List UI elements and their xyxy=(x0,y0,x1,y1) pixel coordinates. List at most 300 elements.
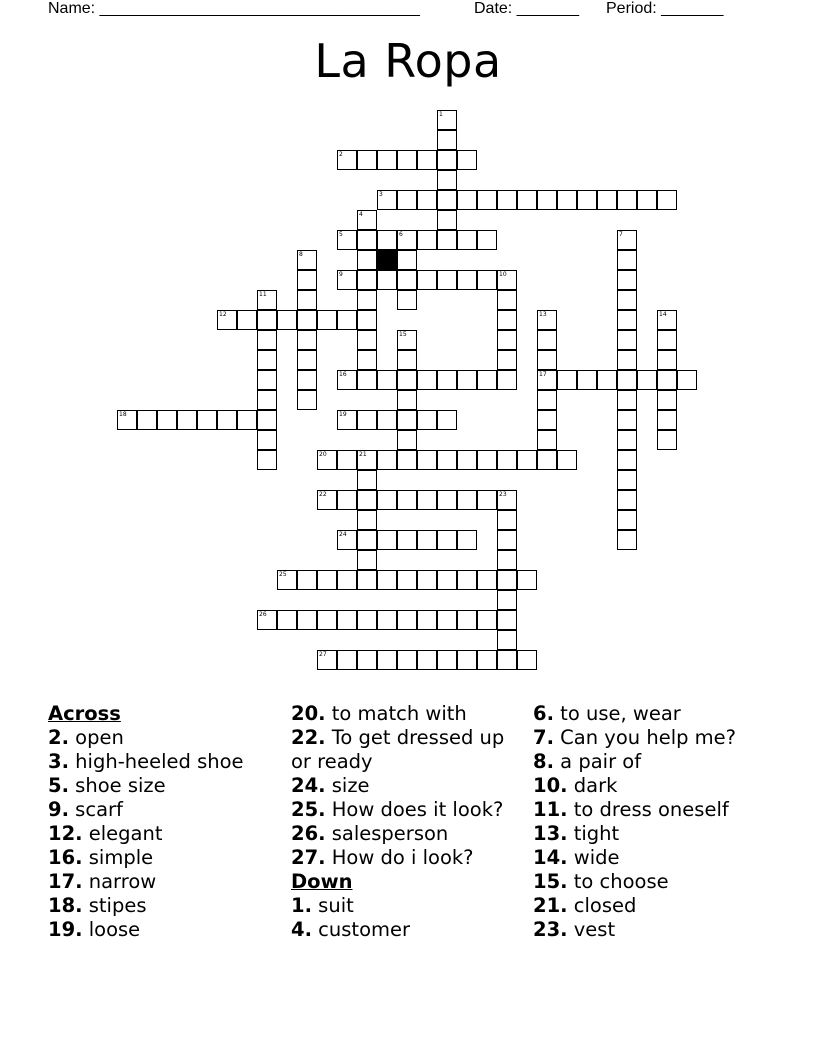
crossword-cell[interactable] xyxy=(557,370,577,390)
down-clue xyxy=(533,774,803,798)
crossword-cell[interactable] xyxy=(617,370,637,390)
crossword-cell[interactable] xyxy=(357,510,377,530)
crossword-cell[interactable] xyxy=(377,410,397,430)
down-clue xyxy=(533,726,803,750)
crossword-cell[interactable] xyxy=(477,610,497,630)
crossword-cell[interactable] xyxy=(577,190,597,210)
across-clue xyxy=(291,822,527,846)
crossword-cell[interactable] xyxy=(437,650,457,670)
crossword-cell[interactable] xyxy=(257,390,277,410)
crossword-cell[interactable] xyxy=(437,410,457,430)
crossword-cell[interactable] xyxy=(397,430,417,450)
crossword-cell[interactable] xyxy=(157,410,177,430)
clue-text: size xyxy=(325,774,370,797)
crossword-cell[interactable] xyxy=(617,490,637,510)
clue-number-label: 26. xyxy=(291,822,326,845)
clue-number-label: 14. xyxy=(533,846,568,869)
clue-number-label: 27. xyxy=(291,846,326,869)
crossword-cell[interactable] xyxy=(437,530,457,550)
clue-number: 3 xyxy=(379,191,383,198)
clue-number: 17 xyxy=(539,371,547,378)
crossword-cell[interactable] xyxy=(457,530,477,550)
crossword-cell[interactable] xyxy=(457,150,477,170)
crossword-cell[interactable] xyxy=(457,450,477,470)
crossword-cell[interactable] xyxy=(317,570,337,590)
crossword-cell[interactable] xyxy=(457,490,477,510)
crossword-cell[interactable] xyxy=(357,250,377,270)
crossword-cell[interactable] xyxy=(477,270,497,290)
crossword-cell[interactable] xyxy=(557,190,577,210)
crossword-cell[interactable] xyxy=(417,530,437,550)
crossword-cell[interactable] xyxy=(417,410,437,430)
clue-number-label: 22. xyxy=(291,726,326,749)
clue-number: 12 xyxy=(219,311,227,318)
crossword-cell[interactable] xyxy=(617,530,637,550)
clue-text: salesperson xyxy=(325,822,449,845)
down-clue-list-continued xyxy=(533,702,803,942)
crossword-cell[interactable] xyxy=(397,570,417,590)
crossword-cell[interactable] xyxy=(497,310,517,330)
crossword-cell[interactable] xyxy=(297,270,317,290)
crossword-cell[interactable] xyxy=(417,650,437,670)
clue-number-label: 1. xyxy=(291,894,312,917)
crossword-cell[interactable] xyxy=(477,370,497,390)
crossword-cell[interactable] xyxy=(617,410,637,430)
clue-number: 24 xyxy=(339,531,347,538)
clue-text: tight xyxy=(567,822,620,845)
clue-number-label: 17. xyxy=(48,870,83,893)
crossword-cell[interactable] xyxy=(457,650,477,670)
clue-number: 21 xyxy=(359,451,367,458)
down-clue xyxy=(291,894,527,918)
crossword-cell[interactable] xyxy=(457,610,477,630)
crossword-cell[interactable] xyxy=(617,190,637,210)
crossword-cell[interactable] xyxy=(297,390,317,410)
crossword-cell[interactable] xyxy=(397,370,417,390)
across-clue xyxy=(48,918,284,942)
crossword-cell[interactable] xyxy=(477,650,497,670)
crossword-cell[interactable] xyxy=(657,350,677,370)
crossword-cell[interactable] xyxy=(637,190,657,210)
clue-number: 4 xyxy=(359,211,363,218)
crossword-cell[interactable] xyxy=(357,490,377,510)
crossword-cell[interactable] xyxy=(337,610,357,630)
crossword-cell[interactable] xyxy=(657,370,677,390)
crossword-cell[interactable] xyxy=(197,410,217,430)
crossword-cell[interactable] xyxy=(397,610,417,630)
clue-number: 14 xyxy=(659,311,667,318)
crossword-cell[interactable] xyxy=(617,510,637,530)
crossword-cell[interactable] xyxy=(337,570,357,590)
crossword-cell[interactable] xyxy=(277,610,297,630)
clue-text: high-heeled shoe xyxy=(68,750,244,773)
clue-text: vest xyxy=(567,918,616,941)
crossword-cell[interactable] xyxy=(377,610,397,630)
crossword-cell[interactable] xyxy=(357,650,377,670)
across-clue xyxy=(48,846,284,870)
crossword-cell[interactable] xyxy=(497,330,517,350)
clue-number: 26 xyxy=(259,611,267,618)
crossword-cell[interactable] xyxy=(537,410,557,430)
down-clue xyxy=(533,750,803,774)
crossword-cell[interactable] xyxy=(617,390,637,410)
crossword-cell[interactable] xyxy=(617,450,637,470)
clue-text: Can you help me? xyxy=(553,726,737,749)
crossword-cell[interactable] xyxy=(377,650,397,670)
down-clue xyxy=(533,702,803,726)
crossword-cell[interactable] xyxy=(477,490,497,510)
crossword-cell[interactable] xyxy=(417,610,437,630)
clue-text: wide xyxy=(567,846,620,869)
down-clue xyxy=(533,870,803,894)
crossword-cell[interactable] xyxy=(397,490,417,510)
across-clue xyxy=(291,774,527,798)
clue-text: loose xyxy=(82,918,141,941)
clue-number: 27 xyxy=(319,651,327,658)
across-clue-list xyxy=(48,726,284,942)
crossword-cell[interactable] xyxy=(497,590,517,610)
crossword-cell[interactable] xyxy=(397,450,417,470)
crossword-cell[interactable] xyxy=(337,310,357,330)
crossword-cell[interactable] xyxy=(577,370,597,390)
crossword-cell[interactable] xyxy=(257,450,277,470)
clue-number: 18 xyxy=(119,411,127,418)
down-clue xyxy=(533,822,803,846)
crossword-cell[interactable] xyxy=(597,370,617,390)
crossword-cell[interactable] xyxy=(477,570,497,590)
clue-number: 15 xyxy=(399,331,407,338)
crossword-cell[interactable] xyxy=(437,490,457,510)
crossword-cell[interactable] xyxy=(617,330,637,350)
crossword-cell[interactable] xyxy=(297,310,317,330)
period-field[interactable]: Period: _______ xyxy=(606,0,724,17)
across-clue xyxy=(291,726,527,774)
crossword-cell[interactable] xyxy=(377,450,397,470)
crossword-cell[interactable] xyxy=(297,610,317,630)
clue-number-label: 25. xyxy=(291,798,326,821)
crossword-cell[interactable] xyxy=(417,450,437,470)
crossword-cell[interactable] xyxy=(497,650,517,670)
down-clue xyxy=(533,798,803,822)
crossword-cell[interactable] xyxy=(357,290,377,310)
crossword-cell[interactable] xyxy=(357,610,377,630)
crossword-cell[interactable] xyxy=(477,230,497,250)
clue-number-label: 5. xyxy=(48,774,69,797)
crossword-cell[interactable] xyxy=(517,450,537,470)
crossword-cell[interactable] xyxy=(397,410,417,430)
crossword-cell[interactable] xyxy=(257,330,277,350)
black-square xyxy=(377,250,397,270)
clue-text: stipes xyxy=(82,894,147,917)
clue-text: to dress oneself xyxy=(567,798,729,821)
crossword-cell[interactable] xyxy=(297,290,317,310)
crossword-cell[interactable] xyxy=(137,410,157,430)
crossword-cell[interactable] xyxy=(377,150,397,170)
crossword-cell[interactable] xyxy=(297,330,317,350)
crossword-cell[interactable] xyxy=(497,290,517,310)
name-field[interactable]: Name: ____________________________________ xyxy=(48,0,420,17)
crossword-cell[interactable] xyxy=(497,610,517,630)
crossword-cell[interactable] xyxy=(437,130,457,150)
crossword-cell[interactable] xyxy=(177,410,197,430)
crossword-cell[interactable] xyxy=(517,570,537,590)
crossword-cell[interactable] xyxy=(397,150,417,170)
crossword-cell[interactable] xyxy=(397,530,417,550)
crossword-cell[interactable] xyxy=(597,190,617,210)
crossword-cell[interactable] xyxy=(257,410,277,430)
crossword-cell[interactable] xyxy=(437,170,457,190)
clue-text: open xyxy=(68,726,124,749)
crossword-cell[interactable] xyxy=(617,350,637,370)
crossword-cell[interactable] xyxy=(537,350,557,370)
crossword-cell[interactable] xyxy=(337,450,357,470)
crossword-cell[interactable] xyxy=(537,190,557,210)
across-clue xyxy=(48,726,284,750)
crossword-cell[interactable] xyxy=(357,330,377,350)
clue-number-label: 23. xyxy=(533,918,568,941)
clue-number: 16 xyxy=(339,371,347,378)
crossword-cell[interactable] xyxy=(397,270,417,290)
crossword-cell[interactable] xyxy=(497,190,517,210)
across-clue-list-continued xyxy=(291,702,527,870)
crossword-cell[interactable] xyxy=(377,570,397,590)
crossword-cell[interactable] xyxy=(657,330,677,350)
clue-number-label: 21. xyxy=(533,894,568,917)
date-field[interactable]: Date: _______ xyxy=(474,0,579,17)
crossword-cell[interactable] xyxy=(397,350,417,370)
clue-text: closed xyxy=(567,894,637,917)
clue-number: 9 xyxy=(339,271,343,278)
page-title: La Ropa xyxy=(314,34,502,88)
crossword-cell[interactable] xyxy=(377,490,397,510)
crossword-cell[interactable] xyxy=(297,350,317,370)
clue-text: elegant xyxy=(82,822,163,845)
crossword-cell[interactable] xyxy=(357,350,377,370)
clues-column-3 xyxy=(533,702,803,942)
clue-number: 25 xyxy=(279,571,287,578)
clue-number-label: 24. xyxy=(291,774,326,797)
clue-text: to use, wear xyxy=(553,702,681,725)
crossword-cell[interactable] xyxy=(457,370,477,390)
crossword-cell[interactable] xyxy=(297,370,317,390)
across-clue xyxy=(291,846,527,870)
across-heading: Across xyxy=(48,702,121,725)
crossword-cell[interactable] xyxy=(497,370,517,390)
crossword-cell[interactable] xyxy=(417,490,437,510)
crossword-cell[interactable] xyxy=(357,410,377,430)
crossword-cell[interactable] xyxy=(477,450,497,470)
clue-number-label: 13. xyxy=(533,822,568,845)
crossword-cell[interactable] xyxy=(317,310,337,330)
clue-text: narrow xyxy=(82,870,157,893)
crossword-cell[interactable] xyxy=(417,370,437,390)
crossword-cell[interactable] xyxy=(497,510,517,530)
crossword-cell[interactable] xyxy=(377,370,397,390)
clue-number-label: 8. xyxy=(533,750,554,773)
crossword-cell[interactable] xyxy=(437,190,457,210)
crossword-cell[interactable] xyxy=(437,370,457,390)
crossword-cell[interactable] xyxy=(357,230,377,250)
clue-number: 19 xyxy=(339,411,347,418)
crossword-cell[interactable] xyxy=(257,350,277,370)
clue-number-label: 20. xyxy=(291,702,326,725)
clue-text: to match with xyxy=(325,702,467,725)
clue-number-label: 3. xyxy=(48,750,69,773)
crossword-cell[interactable] xyxy=(437,150,457,170)
crossword-cell[interactable] xyxy=(617,470,637,490)
crossword-cell[interactable] xyxy=(517,650,537,670)
across-clue xyxy=(48,798,284,822)
clue-text: simple xyxy=(82,846,154,869)
crossword-cell[interactable] xyxy=(357,470,377,490)
crossword-cell[interactable] xyxy=(357,370,377,390)
crossword-cell[interactable] xyxy=(397,190,417,210)
clue-number-label: 19. xyxy=(48,918,83,941)
crossword-cell[interactable] xyxy=(437,570,457,590)
crossword-cell[interactable] xyxy=(537,450,557,470)
crossword-cell[interactable] xyxy=(357,570,377,590)
clue-number: 13 xyxy=(539,311,547,318)
down-heading: Down xyxy=(291,870,353,893)
crossword-cell[interactable] xyxy=(417,150,437,170)
crossword-cell[interactable] xyxy=(217,410,237,430)
crossword-cell[interactable] xyxy=(397,250,417,270)
crossword-cell[interactable] xyxy=(477,190,497,210)
clue-number-label: 2. xyxy=(48,726,69,749)
clue-text: customer xyxy=(311,918,411,941)
crossword-cell[interactable] xyxy=(497,530,517,550)
crossword-cell[interactable] xyxy=(537,330,557,350)
crossword-cell[interactable] xyxy=(497,450,517,470)
crossword-cell[interactable] xyxy=(437,230,457,250)
across-clue xyxy=(291,798,527,822)
crossword-cell[interactable] xyxy=(257,310,277,330)
crossword-cell[interactable] xyxy=(637,370,657,390)
clue-text: to choose xyxy=(567,870,669,893)
across-clue xyxy=(48,774,284,798)
clue-text: How do i look? xyxy=(325,846,474,869)
crossword-cell[interactable] xyxy=(397,290,417,310)
crossword-cell[interactable] xyxy=(357,530,377,550)
clue-number-label: 11. xyxy=(533,798,568,821)
crossword-cell[interactable] xyxy=(357,310,377,330)
crossword-cell[interactable] xyxy=(377,270,397,290)
across-clue xyxy=(291,702,527,726)
crossword-cell[interactable] xyxy=(657,410,677,430)
crossword-cell[interactable] xyxy=(617,250,637,270)
crossword-cell[interactable] xyxy=(317,610,337,630)
clue-number: 7 xyxy=(619,231,623,238)
crossword-cell[interactable] xyxy=(457,190,477,210)
across-clue xyxy=(48,894,284,918)
clue-number: 6 xyxy=(399,231,403,238)
crossword-cell[interactable] xyxy=(457,270,477,290)
crossword-cell[interactable] xyxy=(617,430,637,450)
down-clue xyxy=(291,918,527,942)
crossword-cell[interactable] xyxy=(437,210,457,230)
crossword-cell[interactable] xyxy=(377,530,397,550)
crossword-cell[interactable] xyxy=(277,310,297,330)
crossword-cell[interactable] xyxy=(357,550,377,570)
crossword-cell[interactable] xyxy=(417,270,437,290)
crossword-cell[interactable] xyxy=(617,270,637,290)
crossword-cell[interactable] xyxy=(557,450,577,470)
clue-number-label: 6. xyxy=(533,702,554,725)
down-clue xyxy=(533,846,803,870)
crossword-cell[interactable] xyxy=(237,410,257,430)
crossword-cell[interactable] xyxy=(677,370,697,390)
across-clue xyxy=(48,870,284,894)
clue-number: 5 xyxy=(339,231,343,238)
clue-text: To get dressed up or ready xyxy=(291,726,505,773)
clue-number: 2 xyxy=(339,151,343,158)
clue-text: How does it look? xyxy=(325,798,504,821)
crossword-cell[interactable] xyxy=(497,630,517,650)
across-clue xyxy=(48,750,284,774)
crossword-cell[interactable] xyxy=(517,190,537,210)
clues-column-2 xyxy=(291,702,527,942)
crossword-cell[interactable] xyxy=(617,290,637,310)
clue-text: a pair of xyxy=(553,750,642,773)
crossword-cell[interactable] xyxy=(497,550,517,570)
clue-number: 10 xyxy=(499,271,507,278)
crossword-cell[interactable] xyxy=(257,430,277,450)
crossword-cell[interactable] xyxy=(357,150,377,170)
crossword-cell[interactable] xyxy=(497,350,517,370)
crossword-cell[interactable] xyxy=(497,570,517,590)
crossword-cell[interactable] xyxy=(437,610,457,630)
crossword-cell[interactable] xyxy=(437,450,457,470)
crossword-cell[interactable] xyxy=(337,490,357,510)
crossword-cell[interactable] xyxy=(337,650,357,670)
crossword-cell[interactable] xyxy=(657,190,677,210)
clue-number-label: 4. xyxy=(291,918,312,941)
crossword-cell[interactable] xyxy=(417,570,437,590)
crossword-cell[interactable] xyxy=(417,230,437,250)
clue-number: 22 xyxy=(319,491,327,498)
crossword-cell[interactable] xyxy=(537,390,557,410)
crossword-cell[interactable] xyxy=(297,570,317,590)
crossword-cell[interactable] xyxy=(457,230,477,250)
crossword-cell[interactable] xyxy=(377,230,397,250)
down-clue xyxy=(533,894,803,918)
clue-text: dark xyxy=(567,774,618,797)
clue-text: suit xyxy=(311,894,354,917)
crossword-cell[interactable] xyxy=(437,270,457,290)
crossword-cell[interactable] xyxy=(657,390,677,410)
down-clue-list xyxy=(291,894,527,942)
crossword-cell[interactable] xyxy=(397,650,417,670)
crossword-cell[interactable] xyxy=(537,430,557,450)
crossword-cell[interactable] xyxy=(357,270,377,290)
clue-number-label: 7. xyxy=(533,726,554,749)
crossword-cell[interactable] xyxy=(457,570,477,590)
crossword-cell[interactable] xyxy=(657,430,677,450)
crossword-cell[interactable] xyxy=(417,190,437,210)
crossword-cell[interactable] xyxy=(617,310,637,330)
clue-number-label: 9. xyxy=(48,798,69,821)
clue-number-label: 12. xyxy=(48,822,83,845)
clue-number-label: 18. xyxy=(48,894,83,917)
clue-number: 20 xyxy=(319,451,327,458)
clue-number: 8 xyxy=(299,251,303,258)
clues-column-1 xyxy=(48,702,284,942)
down-clue xyxy=(533,918,803,942)
clue-number-label: 16. xyxy=(48,846,83,869)
crossword-cell[interactable] xyxy=(237,310,257,330)
crossword-cell[interactable] xyxy=(397,390,417,410)
crossword-cell[interactable] xyxy=(257,370,277,390)
